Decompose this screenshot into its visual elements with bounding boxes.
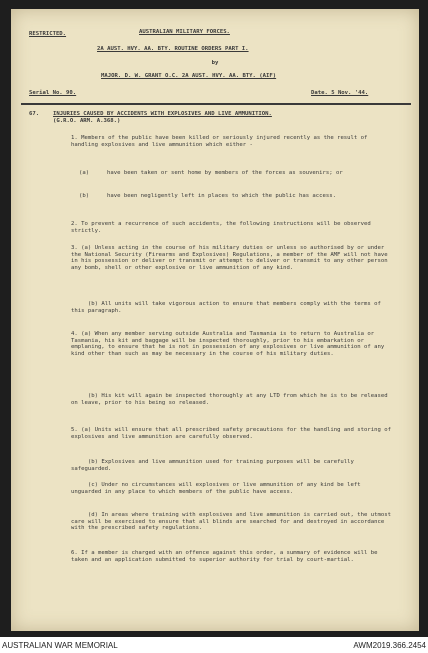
paragraph-text: His kit will again be inspected thoroughly at any LTD from which he is to be released on leave, prior to his being so released. bbox=[71, 393, 388, 406]
paragraph-text: All units will take vigorous action to ensure that members comply with the terms of this paragraph. bbox=[71, 301, 381, 314]
paragraph-number: 5. (a) bbox=[71, 427, 92, 433]
accession-number: AWM2019.366.2454 bbox=[353, 641, 426, 650]
orders-title: 2A AUST. HVY. AA. BTY. ROUTINE ORDERS PART I. bbox=[97, 46, 249, 52]
paragraph-text: When any member serving outside Australia and Tasmania is to return to Australia or Tasmania, his kit and baggage will be inspected thoroughly, prior to his embarkation or emplaning, to ensure that he is not in possession of any explosives or live ammunition of any kind other than such as may be necessary in the course of his military duties. bbox=[71, 331, 385, 357]
paragraph-text: In areas where training with explosives and live ammunition is carried out, the utmost care will be exercised to ensure that all blinds are searched for and destroyed in accordance with the prescribed safety regulations. bbox=[71, 512, 391, 532]
paragraph-1 bbox=[71, 135, 393, 148]
order-number: 67. bbox=[29, 111, 40, 117]
paragraph-number: (b) bbox=[87, 301, 98, 307]
paragraph-number: 1. bbox=[71, 135, 78, 141]
paragraph-6 bbox=[71, 550, 393, 563]
paragraph-number: (b) bbox=[87, 393, 98, 399]
paragraph-2 bbox=[71, 221, 393, 234]
paragraph-text: Explosives and live ammunition used for training purposes will be carefully safeguarded. bbox=[71, 459, 354, 472]
paragraph-text: Under no circumstances will explosives or live ammunition of any kind be left unguarded in any place to which members of the public have access. bbox=[71, 482, 361, 495]
paragraph-text: Members of the public have been killed or seriously injured recently as the result of handling explosives and live ammunition which either - bbox=[71, 135, 368, 148]
paragraph-4b bbox=[71, 393, 393, 406]
header-rule bbox=[21, 103, 411, 105]
paragraph-number: 3. (a) bbox=[71, 245, 92, 251]
paragraph-number: (d) bbox=[87, 512, 98, 518]
paragraph-text: Units will ensure that all prescribed safety precautions for the handling and storing of explosives and live ammunition are carefully observed. bbox=[71, 427, 391, 440]
paragraph-number: (c) bbox=[87, 482, 98, 488]
sub-item-text: have been negligently left in places to which the public has access. bbox=[107, 193, 337, 199]
paragraph-number: 2. bbox=[71, 221, 78, 227]
paragraph-number: (b) bbox=[87, 459, 98, 465]
paragraph-text: Unless acting in the course of his military duties or unless so authorised by or under the National Security (Firearms and Explosives) Regulations, a member of the AMF will not have in his possession or deliver or transmit or attempt to deliver or transmit to any other person any bomb, shell or other explosive or live ammunition of any kind. bbox=[71, 245, 388, 271]
by-line: by bbox=[211, 60, 219, 66]
sub-item-text: have been taken or sent home by members of the forces as souvenirs; or bbox=[107, 170, 343, 176]
paragraph-4a bbox=[71, 331, 393, 357]
commander-line: MAJOR. D. W. GRANT O.C. 2A AUST. HVY. AA. BTY. (AIF) bbox=[101, 73, 277, 79]
paragraph-3a bbox=[71, 245, 393, 271]
paragraph-5d bbox=[71, 512, 393, 532]
document-page bbox=[11, 9, 419, 631]
paragraph-text: If a member is charged with an offence against this order, a summary of evidence will be taken and an application submitted to superior authority for trial by court-martial. bbox=[71, 550, 378, 563]
sub-item-number: (a) bbox=[79, 170, 90, 176]
paragraph-5b bbox=[71, 459, 393, 472]
serial-number: Serial No. 90. bbox=[29, 90, 77, 96]
paragraph-number: 6. bbox=[71, 550, 78, 556]
institution-credit: AUSTRALIAN WAR MEMORIAL bbox=[2, 641, 118, 650]
sub-item-number: (b) bbox=[79, 193, 90, 199]
paragraph-5c bbox=[71, 482, 393, 495]
force-heading: AUSTRALIAN MILITARY FORCES. bbox=[139, 29, 230, 35]
order-heading: INJURIES CAUSED BY ACCIDENTS WITH EXPLOSIVES AND LIVE AMMUNITION. bbox=[53, 111, 272, 117]
order-reference: (G.R.O. ARM. A.368.) bbox=[53, 118, 121, 124]
paragraph-number: 4. (a) bbox=[71, 331, 92, 337]
paragraph-5a bbox=[71, 427, 393, 440]
classification-mark: RESTRICTED. bbox=[29, 31, 67, 37]
paragraph-3b bbox=[71, 301, 393, 314]
paragraph-text: To prevent a recurrence of such accidents, the following instructions will be observed strictly. bbox=[71, 221, 371, 234]
archive-footer bbox=[0, 637, 428, 653]
order-date: Date. 5 Nov. '44. bbox=[311, 90, 369, 96]
